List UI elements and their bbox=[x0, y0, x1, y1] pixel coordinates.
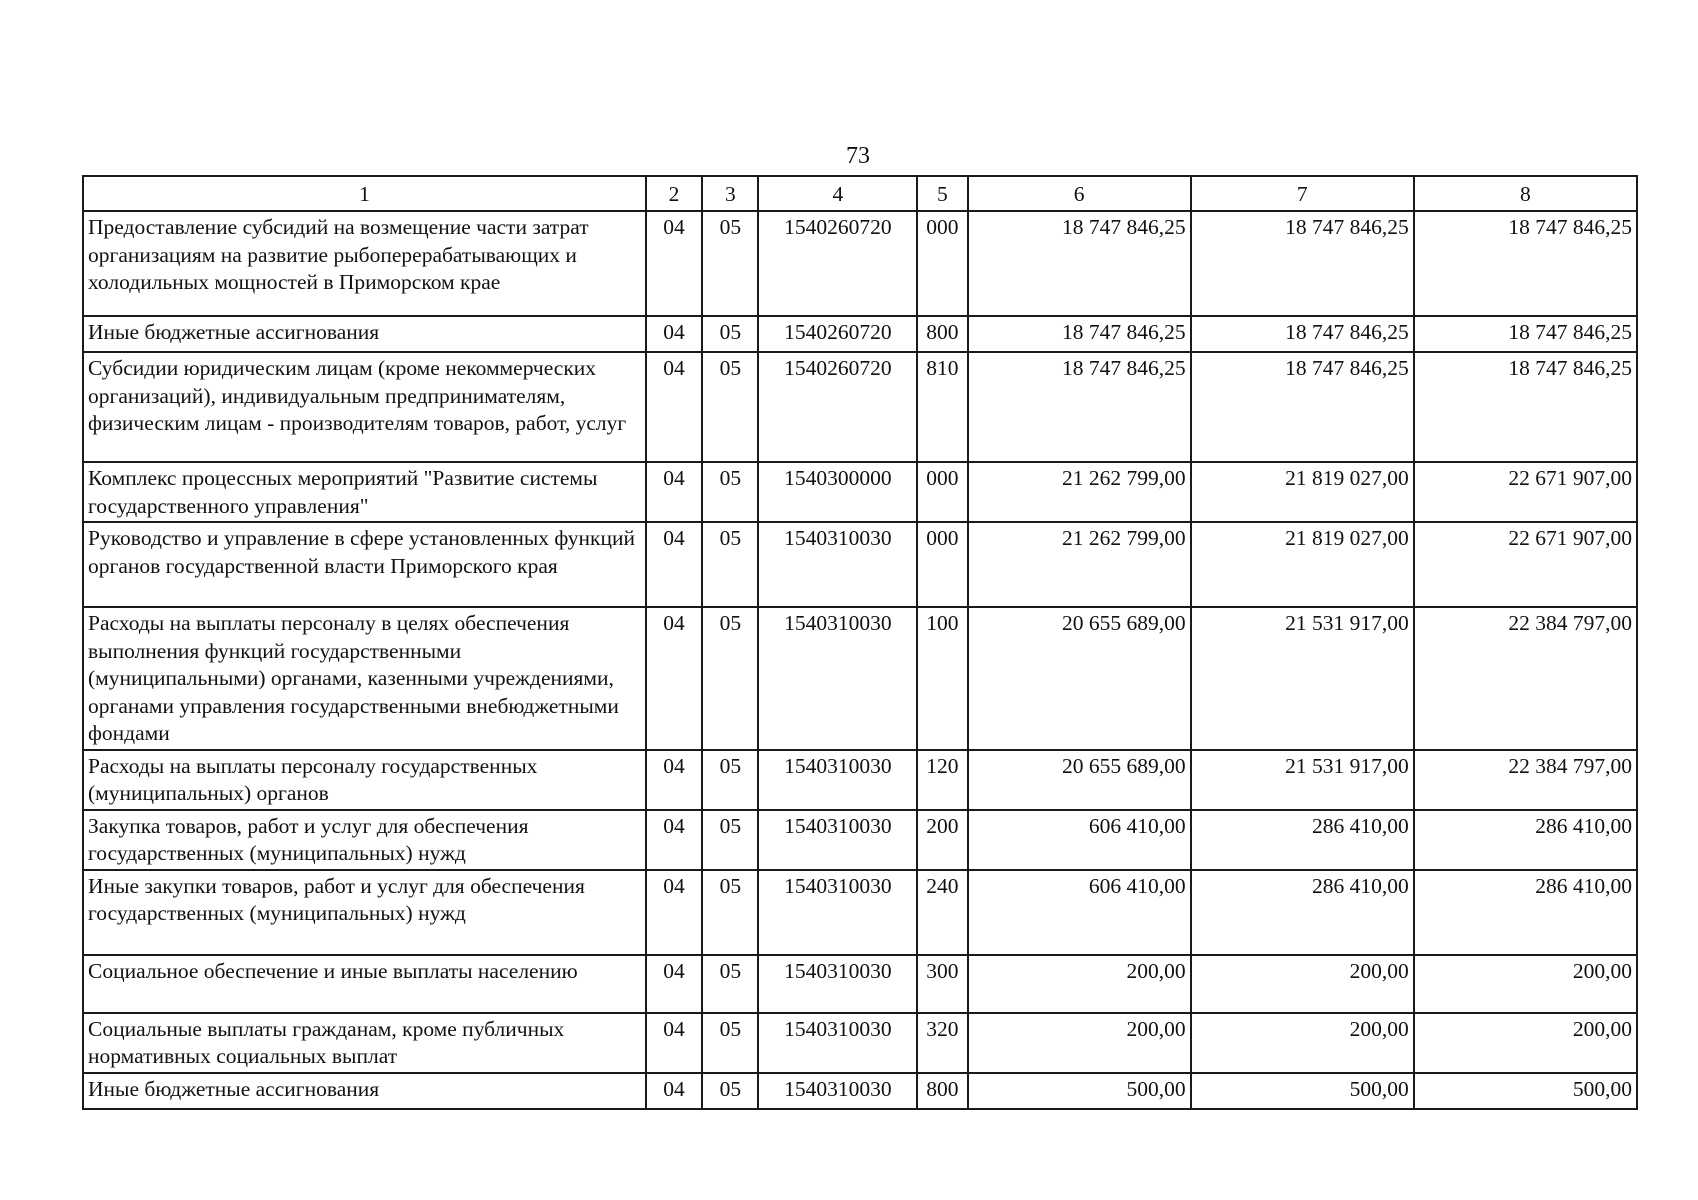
amount-col-7: 18 747 846,25 bbox=[1191, 352, 1414, 462]
expense-name: Субсидии юридическим лицам (кроме некоммерческих организаций), индивидуальным предпринимателям, физическим лицам - производителям товаров, работ, услуг bbox=[83, 352, 646, 462]
expense-type-code: 240 bbox=[917, 870, 967, 955]
section-code: 04 bbox=[646, 607, 702, 750]
amount-col-8: 22 671 907,00 bbox=[1414, 462, 1637, 522]
expense-name: Закупка товаров, работ и услуг для обеспечения государственных (муниципальных) нужд bbox=[83, 810, 646, 870]
amount-col-7: 18 747 846,25 bbox=[1191, 211, 1414, 316]
table-row bbox=[83, 462, 1637, 522]
expense-name: Комплекс процессных мероприятий "Развитие системы государственного управления" bbox=[83, 462, 646, 522]
header-col-1: 1 bbox=[83, 176, 646, 211]
table-row bbox=[83, 211, 1637, 316]
expense-type-code: 800 bbox=[917, 316, 967, 352]
amount-col-6: 21 262 799,00 bbox=[968, 462, 1191, 522]
amount-col-6: 21 262 799,00 bbox=[968, 522, 1191, 607]
subsection-code: 05 bbox=[702, 870, 758, 955]
expense-name: Иные закупки товаров, работ и услуг для обеспечения государственных (муниципальных) нужд bbox=[83, 870, 646, 955]
expense-name: Иные бюджетные ассигнования bbox=[83, 1073, 646, 1109]
table-row bbox=[83, 352, 1637, 462]
target-article-code: 1540310030 bbox=[758, 522, 917, 607]
amount-col-7: 200,00 bbox=[1191, 1013, 1414, 1073]
target-article-code: 1540310030 bbox=[758, 870, 917, 955]
target-article-code: 1540300000 bbox=[758, 462, 917, 522]
section-code: 04 bbox=[646, 955, 702, 1013]
subsection-code: 05 bbox=[702, 750, 758, 810]
amount-col-8: 500,00 bbox=[1414, 1073, 1637, 1109]
amount-col-8: 22 671 907,00 bbox=[1414, 522, 1637, 607]
target-article-code: 1540260720 bbox=[758, 352, 917, 462]
amount-col-7: 18 747 846,25 bbox=[1191, 316, 1414, 352]
amount-col-6: 200,00 bbox=[968, 955, 1191, 1013]
section-code: 04 bbox=[646, 1073, 702, 1109]
table-row bbox=[83, 1073, 1637, 1109]
expense-name: Предоставление субсидий на возмещение части затрат организациям на развитие рыбоперерабатывающих и холодильных мощностей в Приморском крае bbox=[83, 211, 646, 316]
header-col-4: 4 bbox=[758, 176, 917, 211]
expense-type-code: 800 bbox=[917, 1073, 967, 1109]
target-article-code: 1540310030 bbox=[758, 810, 917, 870]
amount-col-8: 22 384 797,00 bbox=[1414, 750, 1637, 810]
amount-col-6: 606 410,00 bbox=[968, 870, 1191, 955]
amount-col-8: 286 410,00 bbox=[1414, 810, 1637, 870]
section-code: 04 bbox=[646, 522, 702, 607]
header-col-6: 6 bbox=[968, 176, 1191, 211]
subsection-code: 05 bbox=[702, 211, 758, 316]
expense-type-code: 120 bbox=[917, 750, 967, 810]
target-article-code: 1540310030 bbox=[758, 955, 917, 1013]
header-col-7: 7 bbox=[1191, 176, 1414, 211]
budget-table bbox=[82, 175, 1638, 1110]
target-article-code: 1540310030 bbox=[758, 1073, 917, 1109]
table-row bbox=[83, 607, 1637, 750]
subsection-code: 05 bbox=[702, 810, 758, 870]
amount-col-8: 200,00 bbox=[1414, 1013, 1637, 1073]
section-code: 04 bbox=[646, 870, 702, 955]
amount-col-7: 21 819 027,00 bbox=[1191, 522, 1414, 607]
section-code: 04 bbox=[646, 462, 702, 522]
header-row bbox=[83, 176, 1637, 211]
target-article-code: 1540260720 bbox=[758, 316, 917, 352]
subsection-code: 05 bbox=[702, 352, 758, 462]
expense-type-code: 000 bbox=[917, 522, 967, 607]
amount-col-6: 200,00 bbox=[968, 1013, 1191, 1073]
section-code: 04 bbox=[646, 750, 702, 810]
table-row bbox=[83, 955, 1637, 1013]
amount-col-8: 18 747 846,25 bbox=[1414, 352, 1637, 462]
amount-col-6: 18 747 846,25 bbox=[968, 316, 1191, 352]
subsection-code: 05 bbox=[702, 316, 758, 352]
amount-col-6: 18 747 846,25 bbox=[968, 352, 1191, 462]
expense-name: Расходы на выплаты персоналу государственных (муниципальных) органов bbox=[83, 750, 646, 810]
amount-col-7: 286 410,00 bbox=[1191, 870, 1414, 955]
expense-type-code: 300 bbox=[917, 955, 967, 1013]
target-article-code: 1540260720 bbox=[758, 211, 917, 316]
amount-col-8: 286 410,00 bbox=[1414, 870, 1637, 955]
amount-col-7: 286 410,00 bbox=[1191, 810, 1414, 870]
page-number: 73 bbox=[846, 143, 870, 169]
table-row bbox=[83, 1013, 1637, 1073]
amount-col-8: 18 747 846,25 bbox=[1414, 211, 1637, 316]
amount-col-6: 18 747 846,25 bbox=[968, 211, 1191, 316]
section-code: 04 bbox=[646, 211, 702, 316]
amount-col-6: 20 655 689,00 bbox=[968, 750, 1191, 810]
table-row bbox=[83, 522, 1637, 607]
amount-col-7: 200,00 bbox=[1191, 955, 1414, 1013]
amount-col-6: 606 410,00 bbox=[968, 810, 1191, 870]
section-code: 04 bbox=[646, 1013, 702, 1073]
table-row bbox=[83, 316, 1637, 352]
amount-col-6: 20 655 689,00 bbox=[968, 607, 1191, 750]
table-row bbox=[83, 810, 1637, 870]
subsection-code: 05 bbox=[702, 522, 758, 607]
expense-name: Иные бюджетные ассигнования bbox=[83, 316, 646, 352]
header-col-3: 3 bbox=[702, 176, 758, 211]
header-col-2: 2 bbox=[646, 176, 702, 211]
expense-type-code: 100 bbox=[917, 607, 967, 750]
expense-type-code: 000 bbox=[917, 211, 967, 316]
table-row bbox=[83, 870, 1637, 955]
expense-type-code: 320 bbox=[917, 1013, 967, 1073]
subsection-code: 05 bbox=[702, 1073, 758, 1109]
expense-type-code: 200 bbox=[917, 810, 967, 870]
header-col-8: 8 bbox=[1414, 176, 1637, 211]
section-code: 04 bbox=[646, 352, 702, 462]
section-code: 04 bbox=[646, 810, 702, 870]
expense-name: Социальные выплаты гражданам, кроме публичных нормативных социальных выплат bbox=[83, 1013, 646, 1073]
table-row bbox=[83, 750, 1637, 810]
expense-type-code: 000 bbox=[917, 462, 967, 522]
expense-type-code: 810 bbox=[917, 352, 967, 462]
amount-col-7: 500,00 bbox=[1191, 1073, 1414, 1109]
amount-col-7: 21 531 917,00 bbox=[1191, 607, 1414, 750]
amount-col-8: 18 747 846,25 bbox=[1414, 316, 1637, 352]
amount-col-7: 21 819 027,00 bbox=[1191, 462, 1414, 522]
section-code: 04 bbox=[646, 316, 702, 352]
amount-col-6: 500,00 bbox=[968, 1073, 1191, 1109]
table-header bbox=[83, 176, 1637, 211]
table-body bbox=[83, 211, 1637, 1109]
expense-name: Руководство и управление в сфере установленных функций органов государственной власти Приморского края bbox=[83, 522, 646, 607]
subsection-code: 05 bbox=[702, 1013, 758, 1073]
target-article-code: 1540310030 bbox=[758, 607, 917, 750]
amount-col-7: 21 531 917,00 bbox=[1191, 750, 1414, 810]
subsection-code: 05 bbox=[702, 462, 758, 522]
target-article-code: 1540310030 bbox=[758, 1013, 917, 1073]
amount-col-8: 22 384 797,00 bbox=[1414, 607, 1637, 750]
expense-name: Расходы на выплаты персоналу в целях обеспечения выполнения функций государственными (муниципальными) органами, казенными учреждениями, органами управления государственными внебюджетными фондами bbox=[83, 607, 646, 750]
target-article-code: 1540310030 bbox=[758, 750, 917, 810]
subsection-code: 05 bbox=[702, 607, 758, 750]
expense-name: Социальное обеспечение и иные выплаты населению bbox=[83, 955, 646, 1013]
subsection-code: 05 bbox=[702, 955, 758, 1013]
amount-col-8: 200,00 bbox=[1414, 955, 1637, 1013]
header-col-5: 5 bbox=[917, 176, 967, 211]
